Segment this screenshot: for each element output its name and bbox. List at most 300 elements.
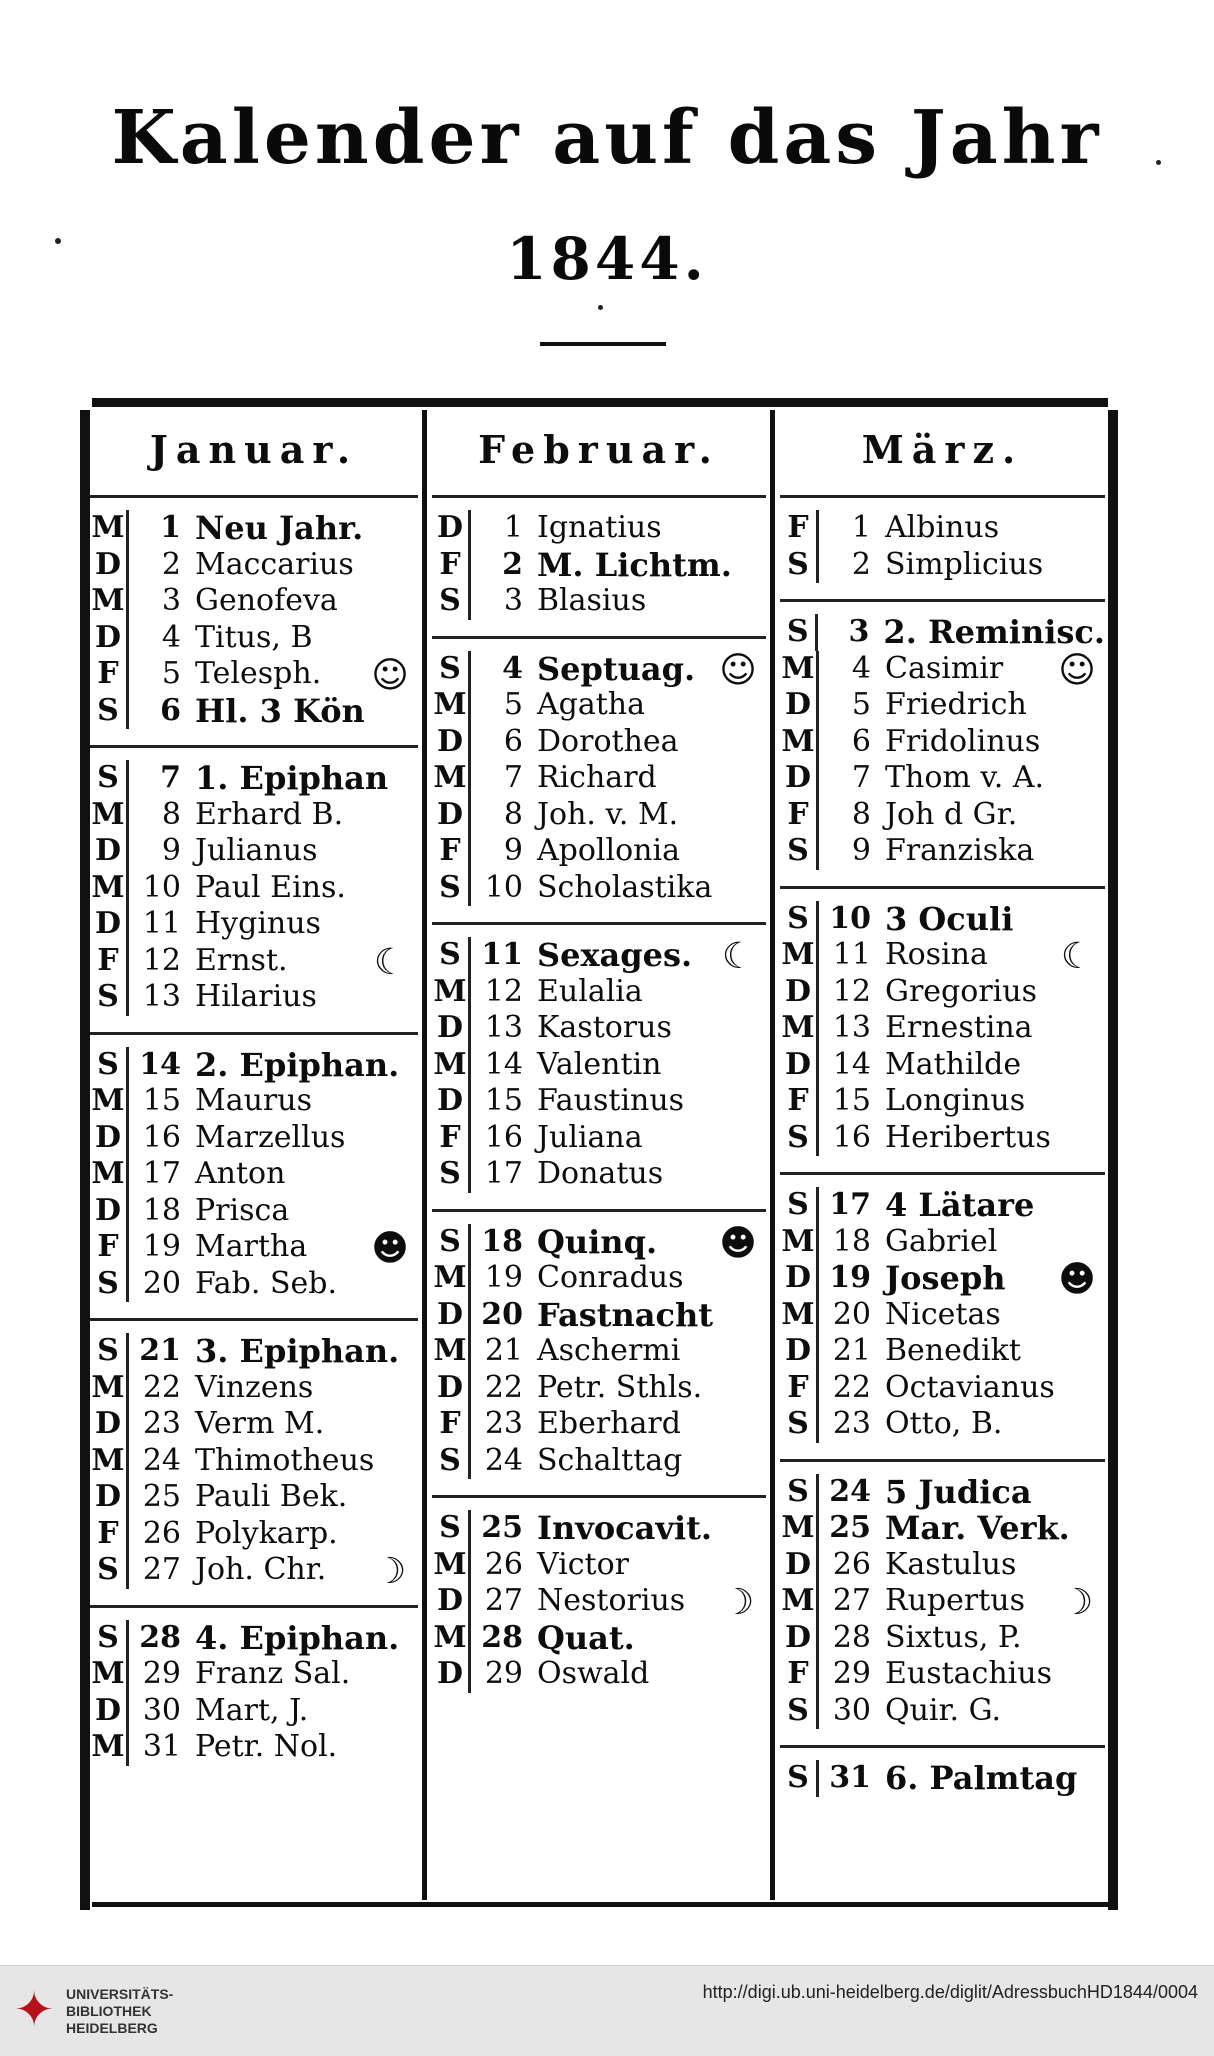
day-number: 6	[160, 692, 181, 728]
day-row	[90, 906, 418, 943]
day-row	[780, 797, 1105, 834]
weekday-letter: S	[780, 1406, 819, 1443]
month-heading: Januar.	[149, 427, 359, 472]
day-number: 28	[481, 1619, 523, 1655]
day-row	[90, 1620, 418, 1657]
day-row	[780, 936, 1105, 977]
saint-name: Ernestina	[885, 1010, 1033, 1045]
day-row	[432, 1047, 766, 1084]
week-block	[90, 1605, 418, 1782]
day-number: 28	[139, 1619, 181, 1655]
day-number: 22	[484, 1369, 523, 1405]
saint-name: 5 Judica	[885, 1472, 1032, 1511]
day-number: 10	[829, 900, 871, 936]
saint-name: Paul Eins.	[195, 869, 346, 905]
saint-name: Fastnacht	[537, 1295, 714, 1334]
weekday-letter: M	[780, 1297, 819, 1334]
saint-name: Eulalia	[537, 973, 643, 1009]
day-number: 26	[142, 1515, 181, 1551]
day-number: 15	[142, 1083, 181, 1118]
weekday-letter: D	[432, 1583, 471, 1620]
saint-name: Maurus	[195, 1083, 312, 1118]
weekday-letter: D	[90, 1120, 129, 1157]
day-row	[432, 1333, 766, 1370]
source-url[interactable]: http://digi.ub.uni-heidelberg.de/diglit/AdressbuchHD1844/0004	[702, 1982, 1198, 2002]
day-number: 8	[851, 796, 871, 832]
weekday-letter: S	[90, 1047, 129, 1084]
full-moon-icon: ☺	[719, 649, 757, 691]
weekday-letter: S	[780, 901, 819, 938]
saint-name: Sexages.	[537, 936, 693, 974]
saint-name: Kastulus	[885, 1546, 1017, 1582]
day-row	[90, 655, 418, 696]
saint-name: Heribertus	[885, 1119, 1051, 1155]
week-block	[780, 1745, 1105, 1813]
weekday-letter: S	[432, 1224, 471, 1261]
day-number: 17	[829, 1187, 871, 1222]
weekday-letter: M	[780, 1224, 819, 1261]
day-number: 23	[832, 1406, 871, 1441]
weekday-letter: M	[432, 1547, 471, 1584]
last-quarter-icon: ☾	[1060, 936, 1094, 977]
day-row	[432, 1582, 766, 1623]
day-row	[780, 1297, 1105, 1334]
weekday-letter: F	[432, 547, 471, 584]
saint-name: Hilarius	[195, 979, 317, 1014]
day-number: 13	[142, 979, 181, 1014]
day-number: 27	[142, 1552, 181, 1587]
day-row	[780, 614, 1105, 651]
title-divider	[540, 342, 666, 346]
weekday-letter: S	[90, 1620, 129, 1657]
saint-name: Fridolinus	[885, 723, 1041, 759]
new-moon-icon: ☻	[719, 1222, 757, 1264]
saint-name: Donatus	[537, 1156, 664, 1191]
saint-name: Prisca	[195, 1192, 290, 1228]
day-row	[432, 1370, 766, 1407]
saint-name: Telesph.	[195, 656, 322, 691]
day-row	[432, 833, 766, 870]
weekday-letter: M	[90, 1370, 129, 1407]
weekday-letter: S	[90, 1333, 129, 1370]
saint-name: 3. Epiphan.	[195, 1332, 400, 1370]
day-number: 15	[484, 1083, 523, 1118]
day-number: 2	[502, 546, 523, 582]
weekday-letter: M	[432, 687, 471, 724]
weekday-letter: S	[90, 979, 129, 1016]
weekday-letter: D	[432, 1370, 471, 1407]
week-block	[780, 599, 1105, 886]
day-row	[432, 1222, 766, 1264]
saint-name: Schalttag	[537, 1442, 683, 1478]
weekday-letter: D	[432, 510, 471, 547]
saint-name: Maccarius	[195, 546, 354, 582]
day-number: 6	[851, 723, 871, 759]
day-number: 7	[503, 760, 523, 795]
week-block	[90, 1318, 418, 1605]
saint-name: Blasius	[537, 583, 647, 618]
saint-name: Joh d Gr.	[885, 796, 1018, 832]
saint-name: Julianus	[195, 833, 318, 868]
saint-name: Oswald	[537, 1656, 650, 1691]
weekday-letter: D	[90, 547, 129, 584]
day-number: 23	[484, 1406, 523, 1441]
day-number: 9	[161, 833, 181, 868]
weekday-letter: F	[90, 1229, 129, 1266]
weekday-letter: S	[780, 833, 819, 870]
weekday-letter: S	[432, 937, 471, 974]
day-row	[432, 1620, 766, 1657]
weekday-letter: F	[780, 510, 819, 547]
day-number: 25	[829, 1510, 871, 1545]
saint-name: Casimir	[885, 650, 1004, 686]
weekday-letter: M	[432, 974, 471, 1011]
weekday-letter: M	[90, 1656, 129, 1693]
saint-name: Erhard B.	[195, 796, 344, 832]
saint-name: Richard	[537, 760, 657, 795]
day-row	[780, 1474, 1105, 1511]
weekday-letter: S	[90, 1266, 129, 1303]
weekday-letter: S	[780, 1760, 819, 1797]
day-row	[432, 1443, 766, 1480]
saint-name: Mathilde	[885, 1046, 1022, 1082]
day-number: 15	[832, 1083, 871, 1118]
day-number: 31	[829, 1760, 871, 1795]
weekday-letter: F	[780, 797, 819, 834]
saint-name: Juliana	[537, 1119, 643, 1155]
week-block	[432, 1495, 766, 1709]
day-number: 6	[503, 723, 523, 759]
month-heading: Februar.	[478, 427, 720, 472]
day-number: 8	[161, 796, 181, 832]
week-block	[780, 886, 1105, 1173]
weekday-letter: D	[432, 724, 471, 761]
weekday-letter: M	[780, 651, 819, 688]
day-row	[90, 1120, 418, 1157]
saint-name: Gabriel	[885, 1223, 998, 1259]
saint-name: Eberhard	[537, 1406, 681, 1441]
saint-name: Genofeva	[195, 583, 338, 618]
day-number: 12	[142, 942, 181, 978]
month-heading: März.	[861, 427, 1024, 472]
weekday-letter: D	[90, 1193, 129, 1230]
weekday-letter: D	[432, 797, 471, 834]
day-row	[90, 1228, 418, 1269]
weekday-letter: M	[90, 510, 129, 547]
weekday-letter: F	[780, 1656, 819, 1693]
weekday-letter: M	[90, 1083, 129, 1120]
saint-name: Agatha	[537, 687, 646, 722]
day-row	[432, 1406, 766, 1443]
day-row	[432, 1083, 766, 1120]
weekday-letter: F	[90, 1516, 129, 1553]
day-number: 5	[161, 656, 181, 691]
saint-name: Quat.	[537, 1618, 635, 1657]
print-speck	[55, 238, 61, 244]
saint-name: Simplicius	[885, 546, 1044, 582]
saint-name: Franz Sal.	[195, 1656, 351, 1691]
weekday-letter: M	[780, 937, 819, 974]
day-row	[780, 901, 1105, 938]
week-block	[780, 1172, 1105, 1459]
day-number: 11	[481, 937, 523, 972]
last-quarter-icon: ☾	[721, 936, 755, 977]
day-number: 16	[832, 1119, 871, 1155]
weekday-letter: M	[90, 1156, 129, 1193]
weekday-letter: F	[432, 1120, 471, 1157]
day-number: 16	[142, 1119, 181, 1155]
saint-name: Valentin	[537, 1046, 662, 1082]
weekday-letter: S	[432, 583, 471, 620]
day-number: 29	[484, 1656, 523, 1691]
saint-name: Quir. G.	[885, 1692, 1002, 1728]
month-column-februar	[432, 405, 766, 1709]
weekday-letter: D	[432, 1656, 471, 1693]
saint-name: Petr. Nol.	[195, 1729, 338, 1764]
saint-name: Invocavit.	[537, 1509, 713, 1547]
weekday-letter: D	[780, 1260, 819, 1297]
table-bottom-rule	[92, 1902, 1108, 1907]
first-quarter-icon: ☽	[721, 1582, 755, 1623]
saint-name: Mart, J.	[195, 1692, 309, 1728]
day-number: 5	[851, 687, 871, 722]
week-block	[780, 1459, 1105, 1746]
day-number: 21	[139, 1333, 181, 1368]
saint-name: Eustachius	[885, 1656, 1052, 1691]
day-row	[432, 1656, 766, 1693]
day-row	[780, 974, 1105, 1011]
day-row	[90, 1729, 418, 1766]
day-number: 22	[142, 1369, 181, 1405]
saint-name: Nicetas	[885, 1296, 1001, 1332]
day-number: 20	[142, 1265, 181, 1301]
day-row	[780, 724, 1105, 761]
saint-name: 2. Epiphan.	[195, 1045, 400, 1084]
weekday-letter: M	[432, 1333, 471, 1370]
day-row	[780, 760, 1105, 797]
weekday-letter: M	[90, 797, 129, 834]
library-name-line: UNIVERSITÄTS-	[66, 1986, 174, 2002]
day-number: 21	[832, 1333, 871, 1368]
day-row	[90, 1516, 418, 1553]
day-row	[432, 1510, 766, 1547]
day-number: 7	[160, 760, 181, 795]
weekday-letter: S	[432, 651, 471, 688]
library-name-line: BIBLIOTHEK	[66, 2003, 152, 2019]
saint-name: Victor	[537, 1546, 629, 1582]
saint-name: Martha	[195, 1229, 308, 1264]
saint-name: Longinus	[885, 1083, 1026, 1118]
day-number: 2	[161, 546, 181, 582]
day-row	[432, 1297, 766, 1334]
weekday-letter: D	[780, 1333, 819, 1370]
weekday-letter: M	[432, 1047, 471, 1084]
saint-name: Rosina	[885, 937, 988, 972]
day-number: 24	[142, 1442, 181, 1478]
day-number: 14	[484, 1046, 523, 1082]
day-number: 17	[142, 1156, 181, 1191]
day-row	[90, 941, 418, 983]
weekday-letter: S	[780, 1474, 819, 1511]
day-row	[90, 1479, 418, 1516]
day-row	[90, 1406, 418, 1443]
last-quarter-icon: ☾	[373, 941, 407, 983]
day-number: 24	[484, 1442, 523, 1478]
saint-name: Neu Jahr.	[195, 509, 364, 547]
weekday-letter: S	[780, 547, 819, 584]
day-row	[780, 1510, 1105, 1547]
weekday-letter: S	[432, 1156, 471, 1193]
day-row	[432, 687, 766, 724]
library-name	[66, 1986, 173, 2037]
weekday-letter: S	[432, 1443, 471, 1480]
day-row	[432, 760, 766, 797]
week-block	[432, 495, 766, 636]
weekday-letter: F	[432, 833, 471, 870]
weekday-letter: S	[780, 1693, 819, 1730]
column-divider	[770, 410, 775, 1900]
weekday-letter: D	[90, 906, 129, 943]
day-row	[780, 1547, 1105, 1584]
saint-name: Thom v. A.	[885, 760, 1045, 795]
saint-name: Vinzens	[195, 1369, 314, 1405]
weekday-letter: M	[780, 1510, 819, 1547]
first-quarter-icon: ☽	[373, 1551, 407, 1592]
day-row	[780, 1010, 1105, 1047]
saint-name: Joh. Chr.	[195, 1552, 327, 1587]
day-number: 7	[851, 760, 871, 795]
month-column-januar	[90, 405, 418, 1782]
weekday-letter: M	[90, 583, 129, 620]
day-number: 18	[832, 1223, 871, 1259]
day-row	[780, 1693, 1105, 1730]
weekday-letter: D	[90, 833, 129, 870]
new-moon-icon: ☻	[371, 1228, 409, 1269]
day-number: 11	[832, 937, 871, 972]
library-logo-icon: ✦	[14, 1982, 55, 2038]
saint-name: Ignatius	[537, 510, 662, 545]
day-row	[432, 649, 766, 691]
left-border	[80, 410, 90, 1910]
week-block	[432, 922, 766, 1209]
day-number: 12	[832, 973, 871, 1009]
weekday-letter: D	[90, 1406, 129, 1443]
saint-name: Polykarp.	[195, 1515, 338, 1551]
day-row	[90, 1083, 418, 1120]
weekday-letter: M	[780, 1010, 819, 1047]
day-row	[780, 1760, 1105, 1797]
week-block	[90, 745, 418, 1032]
day-number: 2	[851, 546, 871, 582]
week-block	[90, 1032, 418, 1319]
day-row	[780, 1333, 1105, 1370]
weekday-letter: F	[780, 1083, 819, 1120]
weekday-letter: S	[90, 693, 129, 730]
saint-name: Thimotheus	[195, 1442, 375, 1478]
day-row	[90, 760, 418, 797]
weekday-letter: F	[90, 656, 129, 693]
day-row	[780, 687, 1105, 724]
day-number: 13	[832, 1010, 871, 1045]
saint-name: Albinus	[885, 510, 1000, 545]
weekday-letter: F	[780, 1370, 819, 1407]
day-number: 28	[832, 1619, 871, 1655]
day-number: 8	[503, 796, 523, 832]
full-moon-icon: ☺	[1058, 649, 1096, 691]
day-row	[90, 583, 418, 620]
saint-name: Franziska	[885, 833, 1035, 868]
day-number: 27	[832, 1583, 871, 1618]
day-number: 26	[832, 1546, 871, 1582]
weekday-letter: M	[780, 1583, 819, 1620]
calendar-title: Kalender auf das Jahr	[111, 95, 1103, 181]
saint-name: Otto, B.	[885, 1406, 1003, 1441]
day-number: 30	[142, 1692, 181, 1728]
weekday-letter: D	[780, 1047, 819, 1084]
day-number: 20	[481, 1296, 523, 1332]
day-row	[90, 833, 418, 870]
weekday-letter: D	[780, 1547, 819, 1584]
weekday-letter: D	[780, 760, 819, 797]
saint-name: Verm M.	[195, 1406, 325, 1441]
month-column-maerz	[780, 405, 1105, 1813]
day-number: 17	[484, 1156, 523, 1191]
saint-name: Aschermi	[537, 1333, 681, 1368]
saint-name: Dorothea	[537, 723, 679, 759]
saint-name: Sixtus, P.	[885, 1619, 1022, 1655]
day-row	[780, 1656, 1105, 1693]
saint-name: 3 Oculi	[885, 899, 1014, 938]
day-number: 18	[142, 1192, 181, 1228]
day-number: 14	[832, 1046, 871, 1082]
day-row	[432, 547, 766, 584]
weekday-letter: M	[780, 724, 819, 761]
day-number: 25	[481, 1510, 523, 1545]
day-row	[90, 1370, 418, 1407]
saint-name: Petr. Sthls.	[537, 1369, 703, 1405]
weekday-letter: D	[780, 1620, 819, 1657]
day-row	[90, 1443, 418, 1480]
saint-name: Marzellus	[195, 1119, 346, 1155]
day-row	[90, 1156, 418, 1193]
day-row	[432, 936, 766, 977]
new-moon-icon: ☻	[1058, 1259, 1096, 1300]
weekday-letter: S	[432, 870, 471, 907]
saint-name: 1. Epiphan	[195, 759, 389, 797]
week-block	[780, 495, 1105, 599]
weekday-letter: S	[432, 1510, 471, 1547]
day-number: 20	[832, 1296, 871, 1332]
saint-name: Faustinus	[537, 1083, 685, 1118]
weekday-letter: F	[90, 943, 129, 980]
day-row	[90, 547, 418, 584]
day-row	[780, 649, 1105, 691]
day-number: 19	[142, 1229, 181, 1264]
day-number: 10	[484, 869, 523, 905]
day-row	[780, 1406, 1105, 1443]
day-row	[780, 510, 1105, 547]
weekday-letter: D	[432, 1010, 471, 1047]
day-number: 4	[161, 619, 181, 655]
full-moon-icon: ☺	[371, 655, 409, 696]
day-row	[432, 1260, 766, 1297]
day-number: 25	[142, 1479, 181, 1514]
saint-name: 4 Lätare	[885, 1186, 1035, 1224]
day-row	[432, 1010, 766, 1047]
saint-name: Quinq.	[537, 1222, 658, 1261]
day-row	[90, 1693, 418, 1730]
day-number: 29	[142, 1656, 181, 1691]
